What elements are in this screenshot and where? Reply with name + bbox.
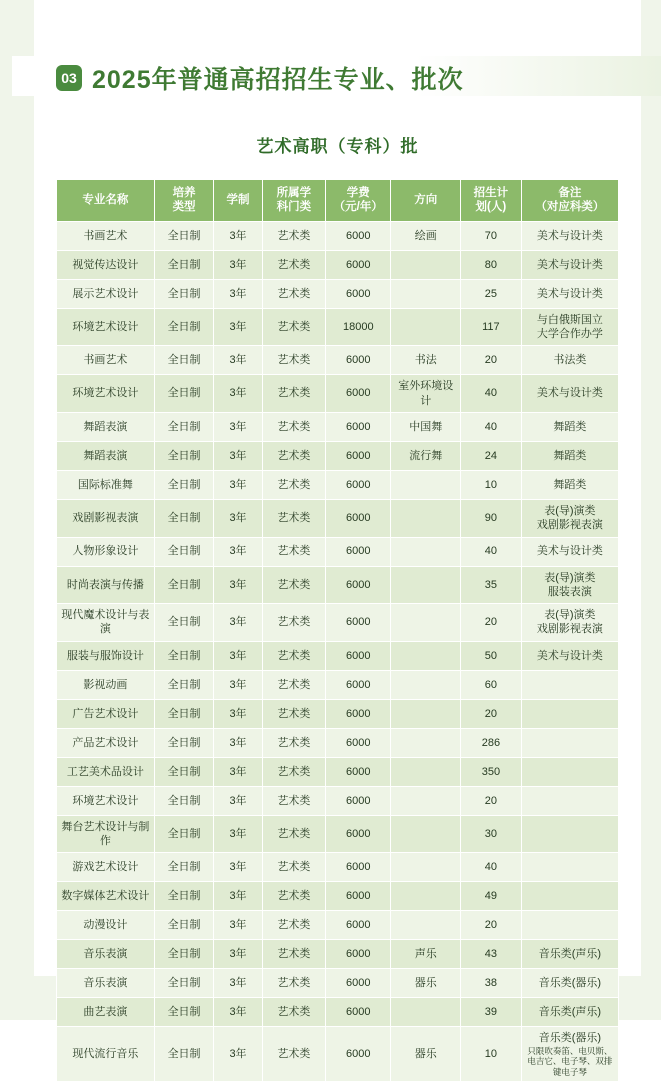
cell-tuition: 6000	[326, 221, 391, 250]
cell-plan-count: 30	[461, 815, 522, 853]
cell-major-name: 曲艺表演	[57, 998, 155, 1027]
cell-discipline: 艺术类	[262, 537, 326, 566]
table-row	[57, 499, 619, 537]
cell-training-type: 全日制	[154, 911, 214, 940]
cell-major-name: 戏剧影视表演	[57, 499, 155, 537]
cell-training-type: 全日制	[154, 882, 214, 911]
cell-training-type: 全日制	[154, 728, 214, 757]
cell-direction: 书法	[391, 346, 461, 375]
cell-direction	[391, 670, 461, 699]
cell-major-name: 舞蹈表演	[57, 412, 155, 441]
cell-discipline: 艺术类	[262, 441, 326, 470]
cell-direction: 流行舞	[391, 441, 461, 470]
table-row	[57, 911, 619, 940]
table-row	[57, 346, 619, 375]
cell-duration: 3年	[214, 537, 262, 566]
cell-direction	[391, 882, 461, 911]
cell-training-type: 全日制	[154, 641, 214, 670]
cell-discipline: 艺术类	[262, 940, 326, 969]
table-row	[57, 641, 619, 670]
cell-direction	[391, 279, 461, 308]
cell-plan-count: 20	[461, 604, 522, 642]
cell-major-name: 动漫设计	[57, 911, 155, 940]
cell-direction: 绘画	[391, 221, 461, 250]
cell-remark: 音乐类(器乐)	[521, 969, 618, 998]
cell-remark	[521, 911, 618, 940]
cell-training-type: 全日制	[154, 566, 214, 604]
table-row	[57, 537, 619, 566]
cell-plan-count: 25	[461, 279, 522, 308]
cell-remark: 表(导)演类 戏剧影视表演	[521, 604, 618, 642]
cell-major-name: 服装与服饰设计	[57, 641, 155, 670]
cell-plan-count: 49	[461, 882, 522, 911]
cell-plan-count: 38	[461, 969, 522, 998]
cell-major-name: 时尚表演与传播	[57, 566, 155, 604]
cell-training-type: 全日制	[154, 221, 214, 250]
cell-duration: 3年	[214, 969, 262, 998]
cell-training-type: 全日制	[154, 604, 214, 642]
cell-remark: 美术与设计类	[521, 279, 618, 308]
table-row	[57, 604, 619, 642]
cell-direction	[391, 641, 461, 670]
cell-duration: 3年	[214, 375, 262, 413]
cell-training-type: 全日制	[154, 1027, 214, 1082]
cell-duration: 3年	[214, 470, 262, 499]
cell-direction	[391, 566, 461, 604]
cell-plan-count: 39	[461, 998, 522, 1027]
cell-tuition: 6000	[326, 757, 391, 786]
column-header-remark: 备注 （对应科类）	[521, 180, 618, 222]
cell-tuition: 6000	[326, 786, 391, 815]
cell-duration: 3年	[214, 641, 262, 670]
cell-direction	[391, 728, 461, 757]
page-header	[56, 0, 619, 96]
cell-duration: 3年	[214, 499, 262, 537]
cell-discipline: 艺术类	[262, 1027, 326, 1082]
cell-discipline: 艺术类	[262, 786, 326, 815]
cell-tuition: 6000	[326, 279, 391, 308]
cell-duration: 3年	[214, 308, 262, 346]
cell-training-type: 全日制	[154, 441, 214, 470]
cell-major-name: 舞台艺术设计与制作	[57, 815, 155, 853]
cell-duration: 3年	[214, 940, 262, 969]
cell-tuition: 18000	[326, 308, 391, 346]
cell-tuition: 6000	[326, 911, 391, 940]
table-row	[57, 757, 619, 786]
cell-remark: 音乐类(器乐) 只限吹奏笛、电贝斯、电吉它、电子琴、双排键电子琴	[521, 1027, 618, 1082]
cell-plan-count: 40	[461, 375, 522, 413]
table-row	[57, 1027, 619, 1082]
table-row	[57, 882, 619, 911]
column-header-duration: 学制	[214, 180, 262, 222]
cell-plan-count: 40	[461, 537, 522, 566]
cell-tuition: 6000	[326, 969, 391, 998]
cell-major-name: 音乐表演	[57, 940, 155, 969]
cell-plan-count: 10	[461, 470, 522, 499]
table-row	[57, 853, 619, 882]
cell-direction	[391, 998, 461, 1027]
cell-major-name: 音乐表演	[57, 969, 155, 998]
cell-remark: 美术与设计类	[521, 641, 618, 670]
column-header-training-type: 培养 类型	[154, 180, 214, 222]
cell-remark: 美术与设计类	[521, 537, 618, 566]
cell-training-type: 全日制	[154, 786, 214, 815]
cell-direction	[391, 308, 461, 346]
table-row	[57, 375, 619, 413]
cell-direction	[391, 699, 461, 728]
cell-tuition: 6000	[326, 566, 391, 604]
cell-remark: 表(导)演类 戏剧影视表演	[521, 499, 618, 537]
cell-tuition: 6000	[326, 375, 391, 413]
cell-training-type: 全日制	[154, 346, 214, 375]
cell-duration: 3年	[214, 670, 262, 699]
cell-tuition: 6000	[326, 441, 391, 470]
cell-duration: 3年	[214, 998, 262, 1027]
cell-major-name: 展示艺术设计	[57, 279, 155, 308]
table-row	[57, 566, 619, 604]
cell-training-type: 全日制	[154, 470, 214, 499]
cell-discipline: 艺术类	[262, 470, 326, 499]
cell-remark: 表(导)演类 服装表演	[521, 566, 618, 604]
cell-remark: 书法类	[521, 346, 618, 375]
cell-discipline: 艺术类	[262, 882, 326, 911]
cell-major-name: 广告艺术设计	[57, 699, 155, 728]
section-subtitle: 艺术高职（专科）批	[256, 137, 419, 156]
cell-training-type: 全日制	[154, 940, 214, 969]
cell-discipline: 艺术类	[262, 279, 326, 308]
cell-direction: 室外环境设计	[391, 375, 461, 413]
column-header-plan-count: 招生计 划(人)	[461, 180, 522, 222]
cell-direction	[391, 757, 461, 786]
cell-plan-count: 43	[461, 940, 522, 969]
cell-direction	[391, 499, 461, 537]
cell-tuition: 6000	[326, 470, 391, 499]
table-row	[57, 412, 619, 441]
cell-tuition: 6000	[326, 699, 391, 728]
cell-direction	[391, 853, 461, 882]
cell-major-name: 游戏艺术设计	[57, 853, 155, 882]
cell-remark: 美术与设计类	[521, 375, 618, 413]
cell-remark	[521, 757, 618, 786]
cell-major-name: 书画艺术	[57, 346, 155, 375]
cell-discipline: 艺术类	[262, 499, 326, 537]
cell-remark	[521, 670, 618, 699]
cell-plan-count: 40	[461, 853, 522, 882]
cell-training-type: 全日制	[154, 499, 214, 537]
cell-discipline: 艺术类	[262, 911, 326, 940]
cell-duration: 3年	[214, 1027, 262, 1082]
cell-major-name: 产品艺术设计	[57, 728, 155, 757]
cell-duration: 3年	[214, 815, 262, 853]
cell-direction	[391, 470, 461, 499]
admission-plan-table	[56, 179, 619, 1082]
table-row	[57, 470, 619, 499]
cell-direction	[391, 911, 461, 940]
page-title: 2025年普通高招招生专业、批次	[92, 66, 464, 94]
cell-plan-count: 20	[461, 786, 522, 815]
cell-tuition: 6000	[326, 250, 391, 279]
cell-major-name: 舞蹈表演	[57, 441, 155, 470]
table-row	[57, 998, 619, 1027]
cell-duration: 3年	[214, 250, 262, 279]
cell-direction: 中国舞	[391, 412, 461, 441]
cell-discipline: 艺术类	[262, 815, 326, 853]
cell-remark	[521, 815, 618, 853]
cell-discipline: 艺术类	[262, 308, 326, 346]
column-header-discipline: 所属学 科门类	[262, 180, 326, 222]
table-row	[57, 670, 619, 699]
table-header	[57, 180, 619, 222]
cell-plan-count: 40	[461, 412, 522, 441]
table-row	[57, 969, 619, 998]
cell-training-type: 全日制	[154, 853, 214, 882]
cell-tuition: 6000	[326, 641, 391, 670]
page-content	[34, 0, 641, 1077]
cell-duration: 3年	[214, 786, 262, 815]
cell-training-type: 全日制	[154, 815, 214, 853]
cell-direction: 声乐	[391, 940, 461, 969]
cell-duration: 3年	[214, 882, 262, 911]
cell-training-type: 全日制	[154, 308, 214, 346]
cell-major-name: 影视动画	[57, 670, 155, 699]
cell-tuition: 6000	[326, 882, 391, 911]
cell-duration: 3年	[214, 911, 262, 940]
table-row	[57, 279, 619, 308]
cell-discipline: 艺术类	[262, 412, 326, 441]
cell-major-name: 书画艺术	[57, 221, 155, 250]
cell-plan-count: 286	[461, 728, 522, 757]
cell-direction	[391, 250, 461, 279]
cell-tuition: 6000	[326, 412, 391, 441]
cell-discipline: 艺术类	[262, 728, 326, 757]
cell-plan-count: 50	[461, 641, 522, 670]
cell-plan-count: 20	[461, 911, 522, 940]
cell-remark: 舞蹈类	[521, 470, 618, 499]
cell-major-name: 工艺美术品设计	[57, 757, 155, 786]
cell-discipline: 艺术类	[262, 250, 326, 279]
cell-plan-count: 350	[461, 757, 522, 786]
table-row	[57, 940, 619, 969]
table-body	[57, 221, 619, 1082]
cell-major-name: 国际标准舞	[57, 470, 155, 499]
cell-discipline: 艺术类	[262, 670, 326, 699]
cell-discipline: 艺术类	[262, 969, 326, 998]
cell-duration: 3年	[214, 757, 262, 786]
cell-remark: 美术与设计类	[521, 221, 618, 250]
cell-training-type: 全日制	[154, 670, 214, 699]
cell-remark: 与白俄斯国立 大学合作办学	[521, 308, 618, 346]
column-header-tuition: 学费 （元/年）	[326, 180, 391, 222]
cell-remark: 美术与设计类	[521, 250, 618, 279]
cell-remark	[521, 853, 618, 882]
cell-tuition: 6000	[326, 940, 391, 969]
cell-tuition: 6000	[326, 853, 391, 882]
cell-plan-count: 70	[461, 221, 522, 250]
cell-tuition: 6000	[326, 346, 391, 375]
table-row	[57, 308, 619, 346]
cell-duration: 3年	[214, 279, 262, 308]
cell-duration: 3年	[214, 441, 262, 470]
cell-remark	[521, 786, 618, 815]
cell-training-type: 全日制	[154, 375, 214, 413]
table-row	[57, 441, 619, 470]
cell-training-type: 全日制	[154, 998, 214, 1027]
cell-duration: 3年	[214, 412, 262, 441]
cell-discipline: 艺术类	[262, 346, 326, 375]
cell-direction	[391, 604, 461, 642]
cell-training-type: 全日制	[154, 699, 214, 728]
cell-direction	[391, 786, 461, 815]
cell-tuition: 6000	[326, 815, 391, 853]
table-row	[57, 699, 619, 728]
table-header-row	[57, 180, 619, 222]
cell-plan-count: 60	[461, 670, 522, 699]
cell-remark: 舞蹈类	[521, 441, 618, 470]
section-number-badge: 03	[56, 65, 82, 91]
cell-plan-count: 24	[461, 441, 522, 470]
cell-discipline: 艺术类	[262, 699, 326, 728]
cell-tuition: 6000	[326, 604, 391, 642]
column-header-major-name: 专业名称	[57, 180, 155, 222]
cell-plan-count: 80	[461, 250, 522, 279]
cell-discipline: 艺术类	[262, 998, 326, 1027]
cell-training-type: 全日制	[154, 969, 214, 998]
cell-duration: 3年	[214, 346, 262, 375]
cell-plan-count: 20	[461, 699, 522, 728]
cell-tuition: 6000	[326, 537, 391, 566]
cell-discipline: 艺术类	[262, 757, 326, 786]
cell-duration: 3年	[214, 221, 262, 250]
cell-tuition: 6000	[326, 1027, 391, 1082]
cell-remark: 音乐类(声乐)	[521, 998, 618, 1027]
cell-major-name: 数字媒体艺术设计	[57, 882, 155, 911]
cell-training-type: 全日制	[154, 537, 214, 566]
cell-plan-count: 10	[461, 1027, 522, 1082]
column-header-direction: 方向	[391, 180, 461, 222]
decorative-frame-right	[641, 0, 661, 1020]
cell-direction: 器乐	[391, 1027, 461, 1082]
cell-discipline: 艺术类	[262, 375, 326, 413]
cell-direction	[391, 537, 461, 566]
cell-training-type: 全日制	[154, 279, 214, 308]
cell-major-name: 人物形象设计	[57, 537, 155, 566]
table-row	[57, 728, 619, 757]
cell-remark	[521, 728, 618, 757]
cell-duration: 3年	[214, 728, 262, 757]
cell-direction	[391, 815, 461, 853]
cell-training-type: 全日制	[154, 250, 214, 279]
cell-remark-detail: 只限吹奏笛、电贝斯、电吉它、电子琴、双排键电子琴	[527, 1045, 613, 1077]
cell-training-type: 全日制	[154, 757, 214, 786]
cell-plan-count: 20	[461, 346, 522, 375]
cell-discipline: 艺术类	[262, 566, 326, 604]
cell-duration: 3年	[214, 699, 262, 728]
table-row	[57, 250, 619, 279]
cell-direction: 器乐	[391, 969, 461, 998]
cell-major-name: 环境艺术设计	[57, 375, 155, 413]
table-row	[57, 786, 619, 815]
cell-major-name: 视觉传达设计	[57, 250, 155, 279]
decorative-frame-left	[0, 0, 34, 1020]
cell-duration: 3年	[214, 853, 262, 882]
cell-remark: 音乐类(声乐)	[521, 940, 618, 969]
cell-remark	[521, 882, 618, 911]
cell-tuition: 6000	[326, 670, 391, 699]
cell-plan-count: 90	[461, 499, 522, 537]
table-row	[57, 815, 619, 853]
cell-major-name: 现代流行音乐	[57, 1027, 155, 1082]
cell-discipline: 艺术类	[262, 641, 326, 670]
cell-major-name: 环境艺术设计	[57, 786, 155, 815]
cell-training-type: 全日制	[154, 412, 214, 441]
cell-tuition: 6000	[326, 728, 391, 757]
cell-discipline: 艺术类	[262, 221, 326, 250]
cell-plan-count: 35	[461, 566, 522, 604]
cell-remark	[521, 699, 618, 728]
cell-major-name: 环境艺术设计	[57, 308, 155, 346]
cell-duration: 3年	[214, 566, 262, 604]
cell-discipline: 艺术类	[262, 853, 326, 882]
cell-remark: 舞蹈类	[521, 412, 618, 441]
cell-discipline: 艺术类	[262, 604, 326, 642]
cell-tuition: 6000	[326, 499, 391, 537]
cell-duration: 3年	[214, 604, 262, 642]
cell-plan-count: 117	[461, 308, 522, 346]
table-row	[57, 221, 619, 250]
cell-major-name: 现代魔术设计与表演	[57, 604, 155, 642]
cell-tuition: 6000	[326, 998, 391, 1027]
